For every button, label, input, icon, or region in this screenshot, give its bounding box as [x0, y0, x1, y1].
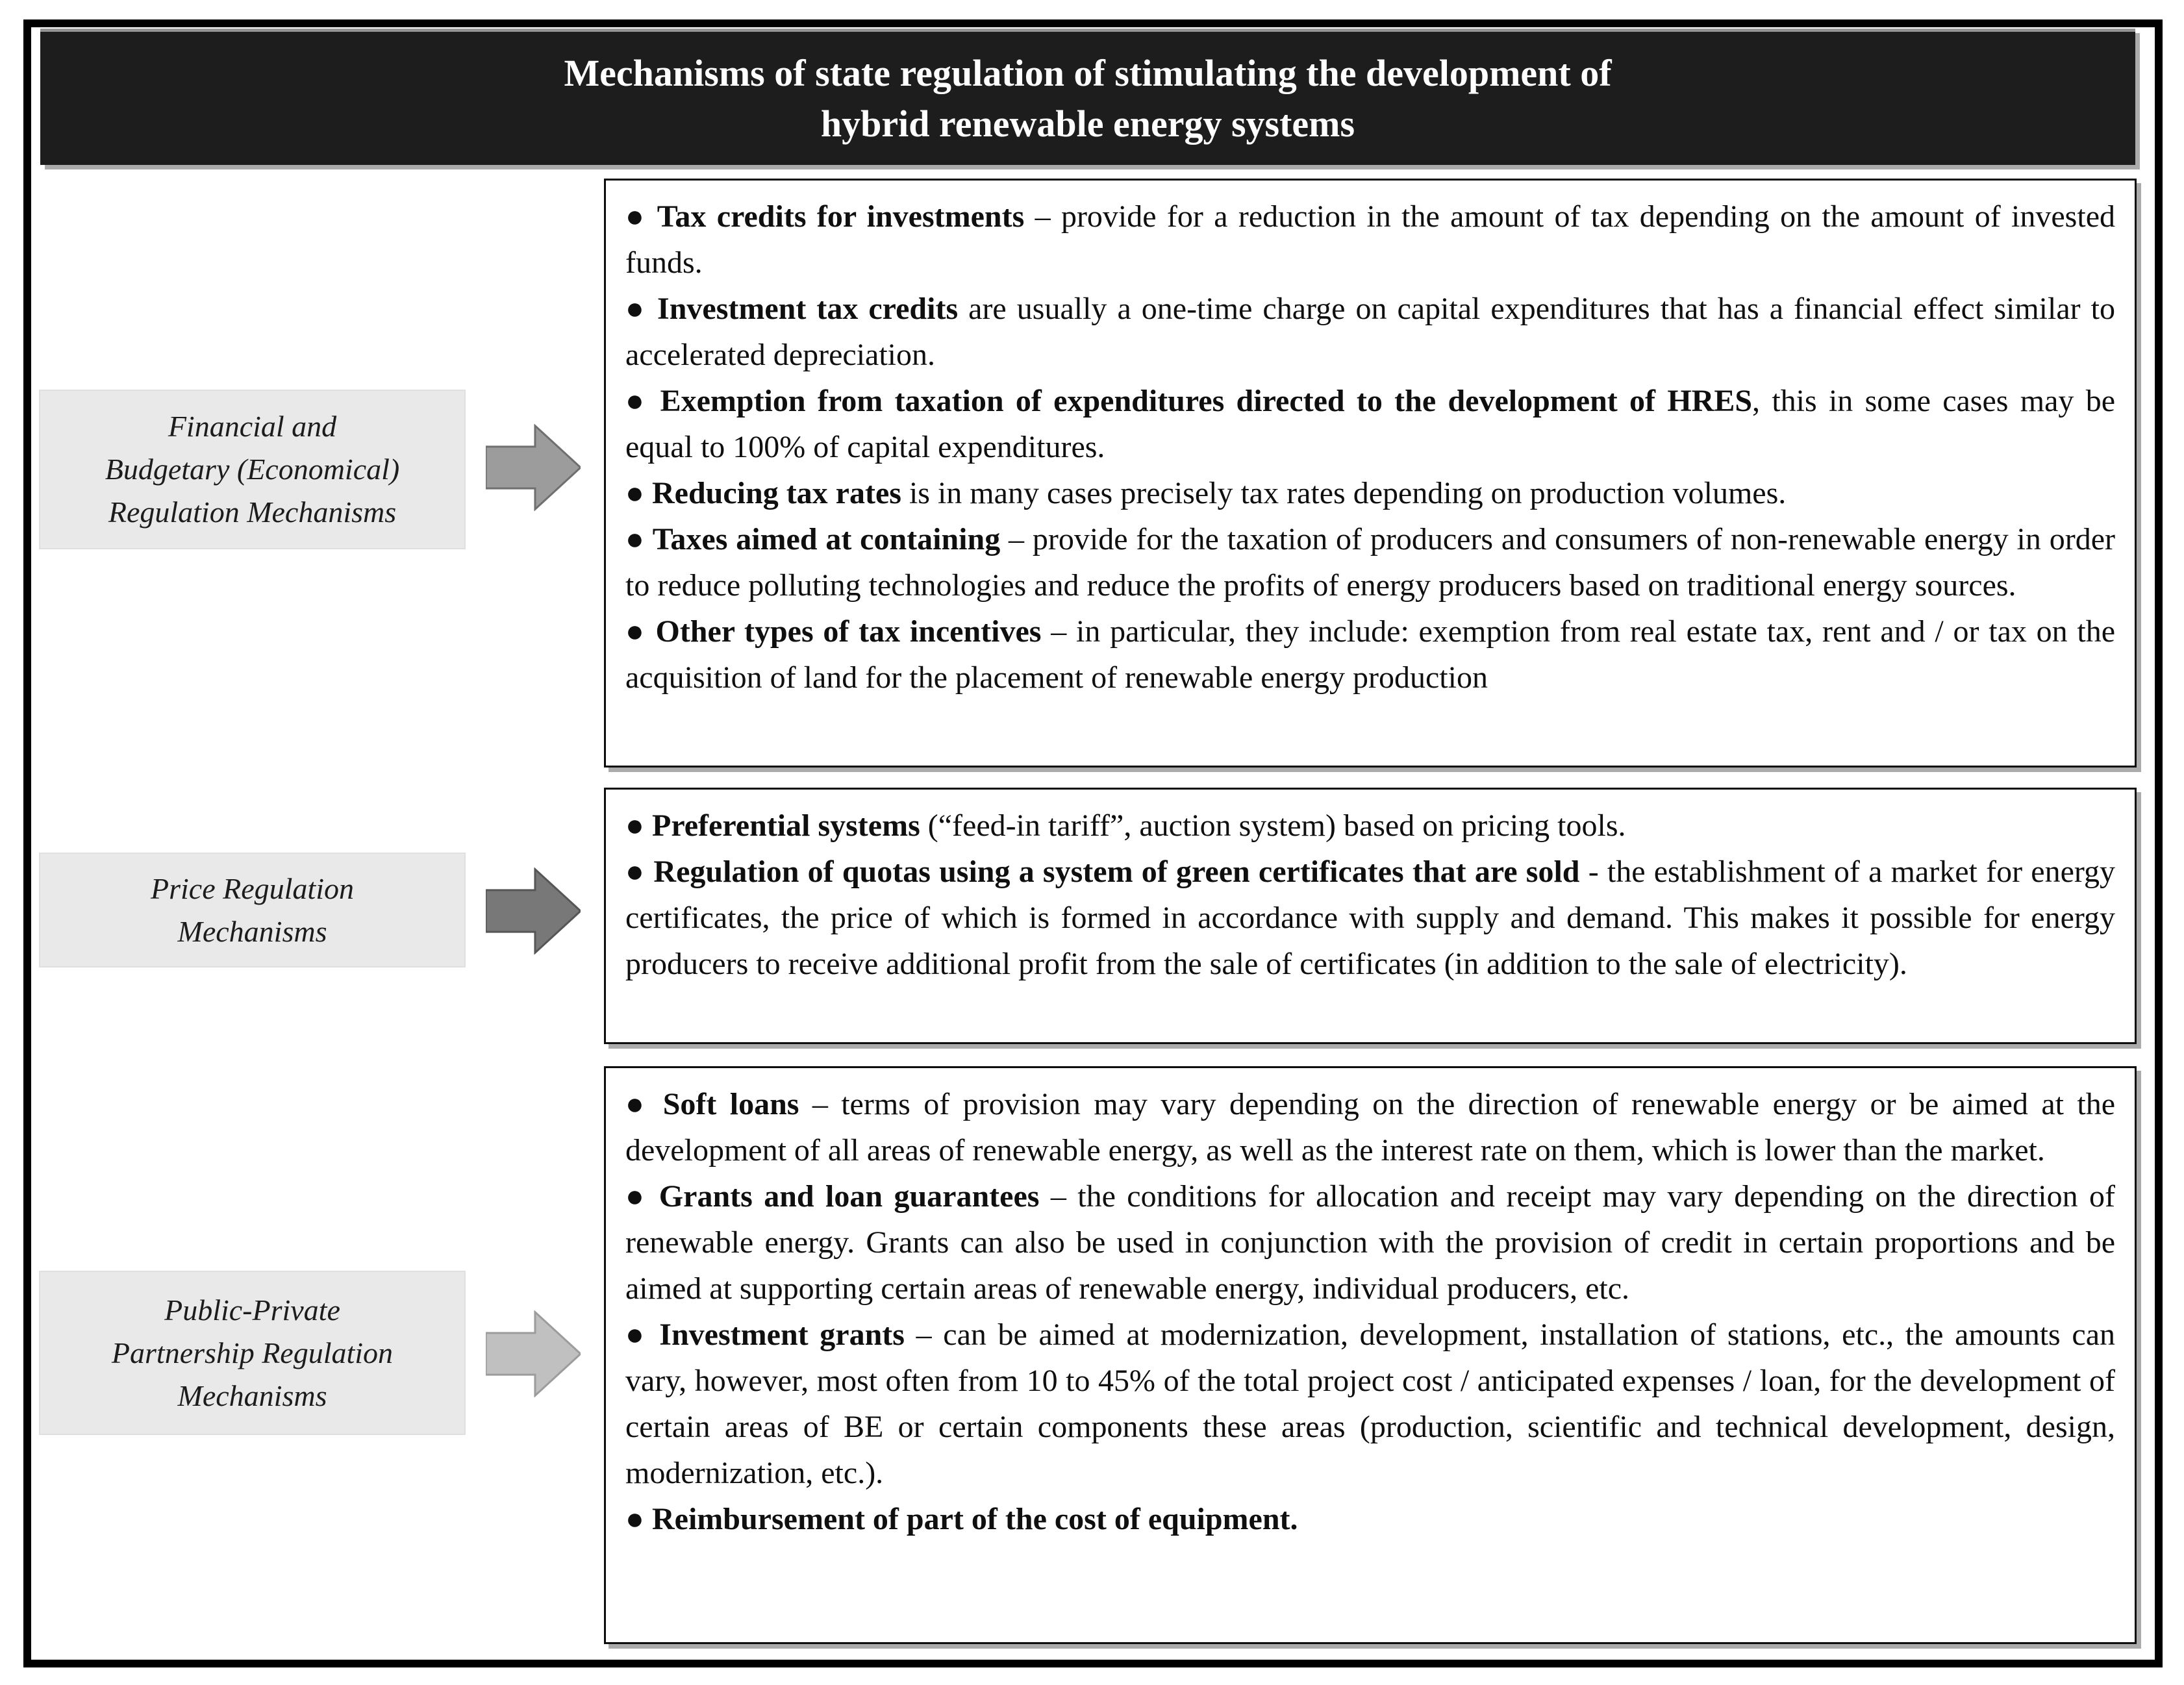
bullet-rest: – the conditions for allocation and receipt may vary depending on the direction of renewable energy. Grants can also be used in conjunction with the provision of credit in certain proportions and be aimed at supporting certain areas of renewable energy, individual producers, etc.	[625, 1179, 2115, 1306]
content-box-financial	[604, 179, 2137, 768]
bullet-lead: ● Grants and loan guarantees	[625, 1179, 1040, 1214]
bullet-lead: ● Regulation of quotas using a system of green certificates that are sold	[625, 855, 1580, 889]
label-financial-budgetary	[39, 390, 466, 549]
label-line: Budgetary (Economical)	[105, 453, 400, 486]
bullet-item	[625, 1312, 2115, 1496]
bullet-rest: – terms of provision may vary depending on the direction of renewable energy or be aimed at the development of all areas of renewable energy, as well as the interest rate on them, which is lower than the market.	[625, 1087, 2115, 1167]
right-arrow-icon	[486, 424, 581, 511]
bullet-rest: , this in some cases may be equal to 100% of capital expenditures.	[625, 384, 2115, 464]
bullet-item	[625, 803, 2115, 849]
bullet-lead: ● Exemption from taxation of expenditures directed to the development of HRES	[625, 384, 1753, 418]
label-line: Partnership Regulation	[111, 1336, 394, 1369]
bullet-item	[625, 1173, 2115, 1312]
bullet-item	[625, 193, 2115, 286]
bullet-rest: are usually a one-time charge on capital expenditures that has a financial effect similar to accelerated depreciation.	[625, 292, 2116, 372]
bullet-lead: ● Investment tax credits	[625, 292, 959, 326]
label-line: Mechanisms	[177, 914, 327, 948]
bullet-lead: ● Preferential systems	[625, 808, 920, 843]
label-line: Mechanisms	[177, 1379, 327, 1412]
label-line: Public-Private	[164, 1293, 340, 1327]
bullet-item	[625, 516, 2115, 608]
content-box-price	[604, 788, 2137, 1044]
bullet-item	[625, 1081, 2115, 1173]
bullet-item	[625, 1496, 2115, 1542]
bullet-item	[625, 286, 2115, 378]
bullet-item	[625, 470, 2115, 516]
bullet-lead: ● Investment grants	[625, 1317, 905, 1352]
arrow-shape	[486, 1312, 581, 1396]
bullet-rest: – can be aimed at modernization, development, installation of stations, etc., the amounts can vary, however, most often from 10 to 45% of the total project cost / anticipated expenses / loan, for the development of certain areas of BE or certain components these areas (production, scientific and technical development, design, modernization, etc.).	[625, 1317, 2116, 1490]
label-line: Price Regulation	[151, 871, 354, 905]
bullet-lead: ● Reducing tax rates	[625, 476, 901, 510]
bullet-rest: – provide for a reduction in the amount of tax depending on the amount of invested funds.	[625, 199, 2116, 280]
bullet-lead: ● Tax credits for investments	[625, 199, 1025, 234]
bullet-rest: – in particular, they include: exemption from real estate tax, rent and / or tax on the acquisition of land for the placement of renewable energy production	[625, 614, 2115, 695]
bullet-lead: ● Taxes aimed at containing	[625, 522, 1001, 556]
bullet-rest: - the establishment of a market for energy certificates, the price of which is formed in accordance with supply and demand. This makes it possible for energy producers to receive additional profit from the sale of certificates (in addition to the sale of electricity).	[625, 855, 2116, 981]
bullet-item	[625, 378, 2115, 470]
right-arrow-icon	[486, 867, 581, 955]
label-line: Regulation Mechanisms	[108, 495, 397, 529]
arrow-shape	[486, 426, 581, 510]
bullet-rest: is in many cases precisely tax rates depending on production volumes.	[901, 476, 1787, 510]
label-line: Financial and	[168, 410, 337, 443]
bullet-item	[625, 849, 2115, 987]
bullet-lead: ● Reimbursement of part of the cost of equipment.	[625, 1502, 1298, 1536]
title-bar	[40, 29, 2135, 165]
bullet-rest: – provide for the taxation of producers and consumers of non-renewable energy in order to reduce polluting technologies and reduce the profits of energy producers based on traditional energy sources.	[625, 522, 2115, 603]
bullet-rest: (“feed-in tariff”, auction system) based on pricing tools.	[920, 808, 1626, 843]
title-line-1: Mechanisms of state regulation of stimulating the development of	[564, 51, 1612, 94]
label-price-regulation	[39, 853, 466, 967]
arrow-shape	[486, 869, 581, 953]
bullet-item	[625, 608, 2115, 701]
label-public-private	[39, 1271, 466, 1435]
content-box-ppp	[604, 1066, 2137, 1644]
title-line-2: hybrid renewable energy systems	[820, 102, 1355, 145]
bullet-lead: ● Soft loans	[625, 1087, 799, 1121]
right-arrow-icon	[486, 1310, 581, 1397]
bullet-lead: ● Other types of tax incentives	[625, 614, 1042, 649]
